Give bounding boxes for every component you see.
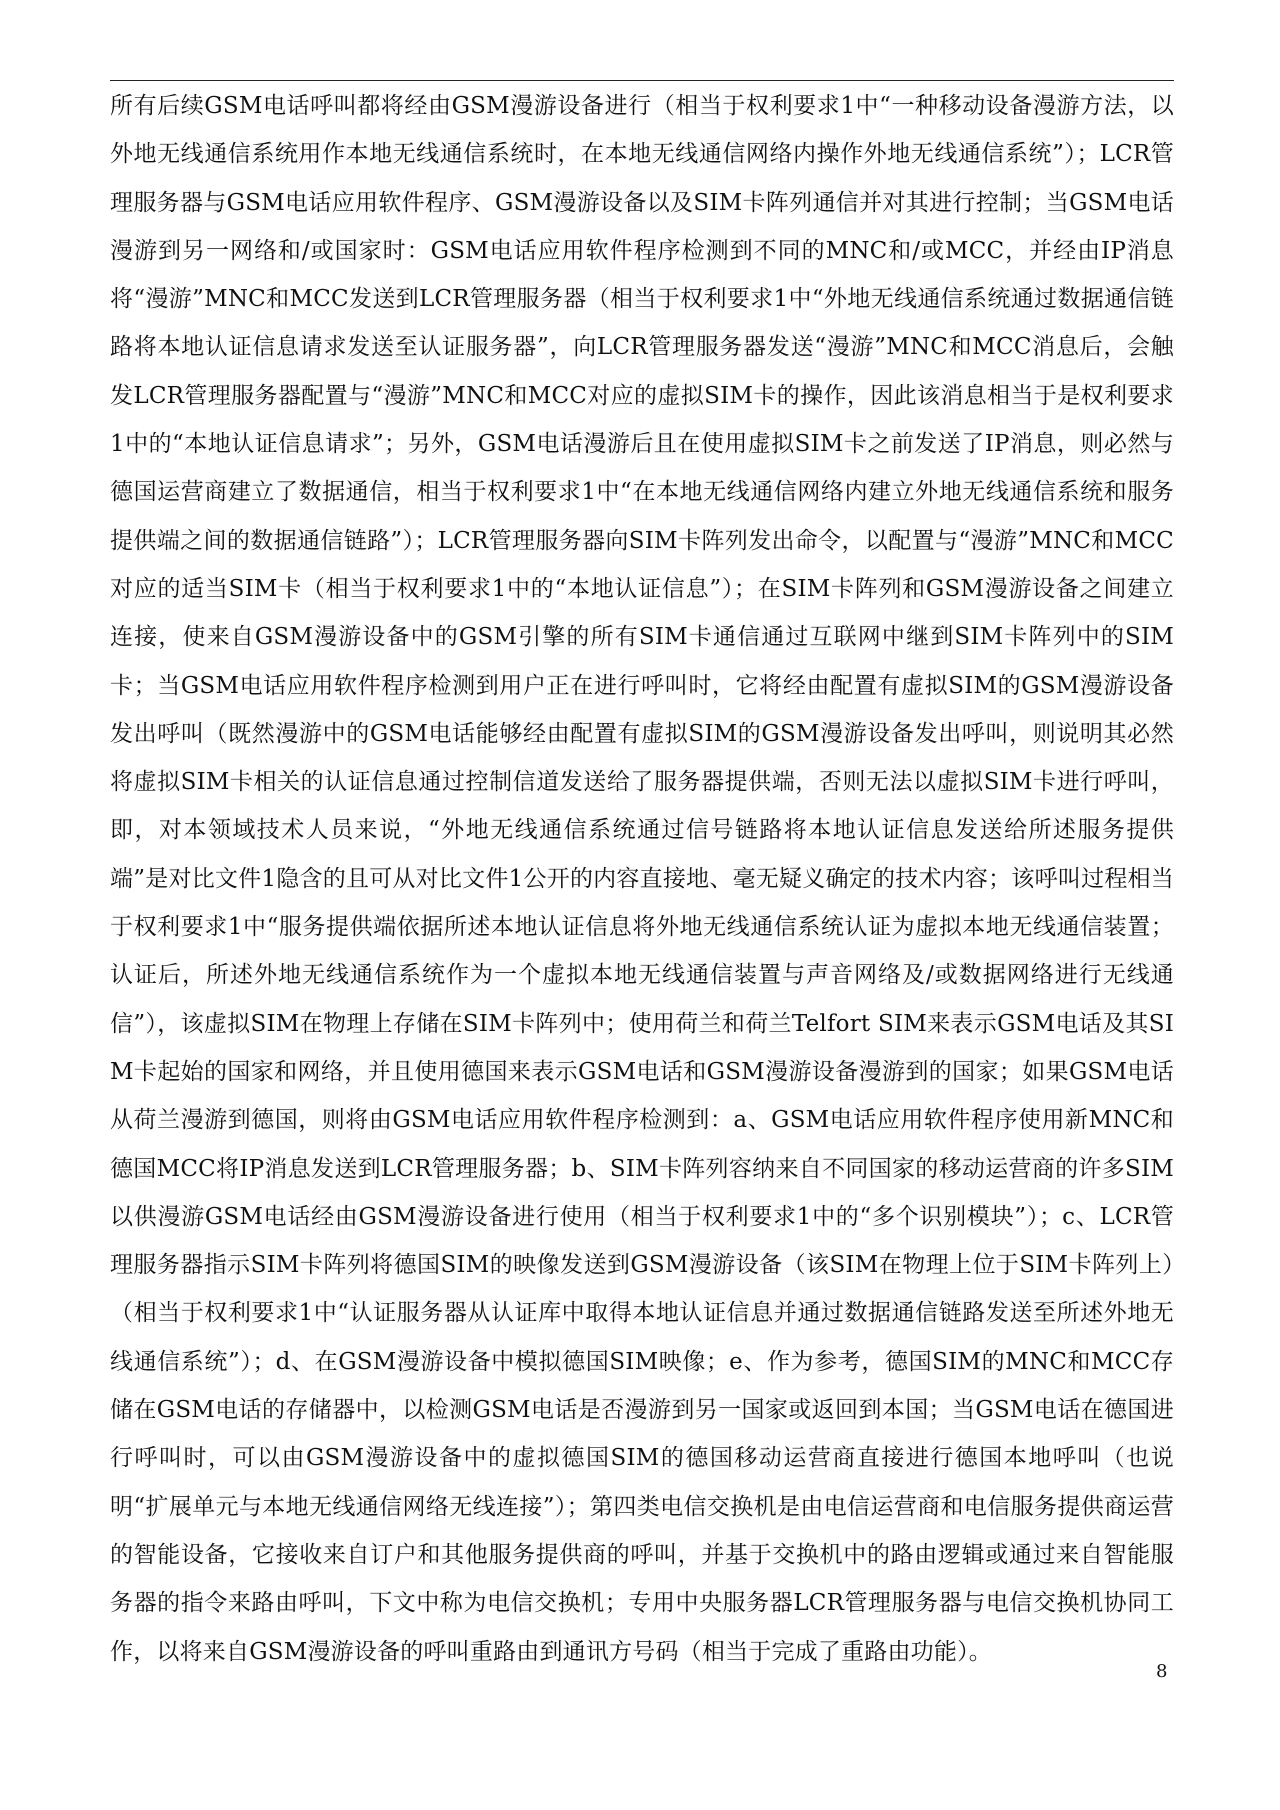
body-paragraph: 所有后续GSM电话呼叫都将经由GSM漫游设备进行（相当于权利要求1中“一种移动设备漫游方法，以外地无线通信系统用作本地无线通信系统时，在本地无线通信网络内操作外地无线通信系统”）；LCR管理服务器与GSM电话应用软件程序、GSM漫游设备以及SIM卡阵列通信并对其进行控制；当GSM电话漫游到另一网络和/或国家时：GSM电话应用软件程序检测到不同的MNC和/或MCC，并经由IP消息将“漫游”MNC和MCC发送到LCR管理服务器（相当于权利要求1中“外地无线通信系统通过数据通信链路将本地认证信息请求发送至认证服务器”，向LCR管理服务器发送“漫游”MNC和MCC消息后，会触发LCR管理服务器配置与“漫游”MNC和MCC对应的虚拟SIM卡的操作，因此该消息相当于是权利要求1中的“本地认证信息请求”；另外，GSM电话漫游后且在使用虚拟SIM卡之前发送了IP消息，则必然与德国运营商建立了数据通信，相当于权利要求1中“在本地无线通信网络内建立外地无线通信系统和服务提供端之间的数据通信链路”）；LCR管理服务器向SIM卡阵列发出命令，以配置与“漫游”MNC和MCC对应的适当SIM卡（相当于权利要求1中的“本地认证信息”）；在SIM卡阵列和GSM漫游设备之间建立连接，使来自GSM漫游设备中的GSM引擎的所有SIM卡通信通过互联网中继到SIM卡阵列中的SIM卡；当GSM电话应用软件程序检测到用户正在进行呼叫时，它将经由配置有虚拟SIM的GSM漫游设备发出呼叫（既然漫游中的GSM电话能够经由配置有虚拟SIM的GSM漫游设备发出呼叫，则说明其必然将虚拟SIM卡相关的认证信息通过控制信道发送给了服务器提供端，否则无法以虚拟SIM卡进行呼叫，即，对本领域技术人员来说，“外地无线通信系统通过信号链路将本地认证信息发送给所述服务提供端”是对比文件1隐含的且可从对比文件1公开的内容直接地、毫无疑义确定的技术内容；该呼叫过程相当于权利要求1中“服务提供端依据所述本地认证信息将外地无线通信系统认证为虚拟本地无线通信装置；认证后，所述外地无线通信系统作为一个虚拟本地无线通信装置与声音网络及/或数据网络进行无线通信”），该虚拟SIM在物理上存储在SIM卡阵列中；使用荷兰和荷兰Telfort SIM来表示GSM电话及其SIM卡起始的国家和网络，并且使用德国来表示GSM电话和GSM漫游设备漫游到的国家；如果GSM电话从荷兰漫游到德国，则将由GSM电话应用软件程序检测到：a、GSM电话应用软件程序使用新MNC和德国MCC将IP消息发送到LCR管理服务器；b、SIM卡阵列容纳来自不同国家的移动运营商的许多SIM以供漫游GSM电话经由GSM漫游设备进行使用（相当于权利要求1中的“多个识别模块”）；c、LCR管理服务器指示SIM卡阵列将德国SIM的映像发送到GSM漫游设备（该SIM在物理上位于SIM卡阵列上）（相当于权利要求1中“认证服务器从认证库中取得本地认证信息并通过数据通信链路发送至所述外地无线通信系统”）；d、在GSM漫游设备中模拟德国SIM映像；e、作为参考，德国SIM的MNC和MCC存储在GSM电话的存储器中，以检测GSM电话是否漫游到另一国家或返回到本国；当GSM电话在德国进行呼叫时，可以由GSM漫游设备中的虚拟德国SIM的德国移动运营商直接进行德国本地呼叫（也说明“扩展单元与本地无线通信网络无线连接”）；第四类电信交换机是由电信运营商和电信服务提供商运营的智能设备，它接收来自订户和其他服务提供商的呼叫，并基于交换机中的路由逻辑或通过来自智能服务器的指令来路由呼叫，下文中称为电信交换机；专用中央服务器LCR管理服务器与电信交换机协同工作，以将来自GSM漫游设备的呼叫重路由到通讯方号码（相当于完成了重路由功能）。 (110, 93, 1174, 1665)
page-number: 8 (1156, 1661, 1168, 1682)
header-rule (110, 80, 1174, 81)
